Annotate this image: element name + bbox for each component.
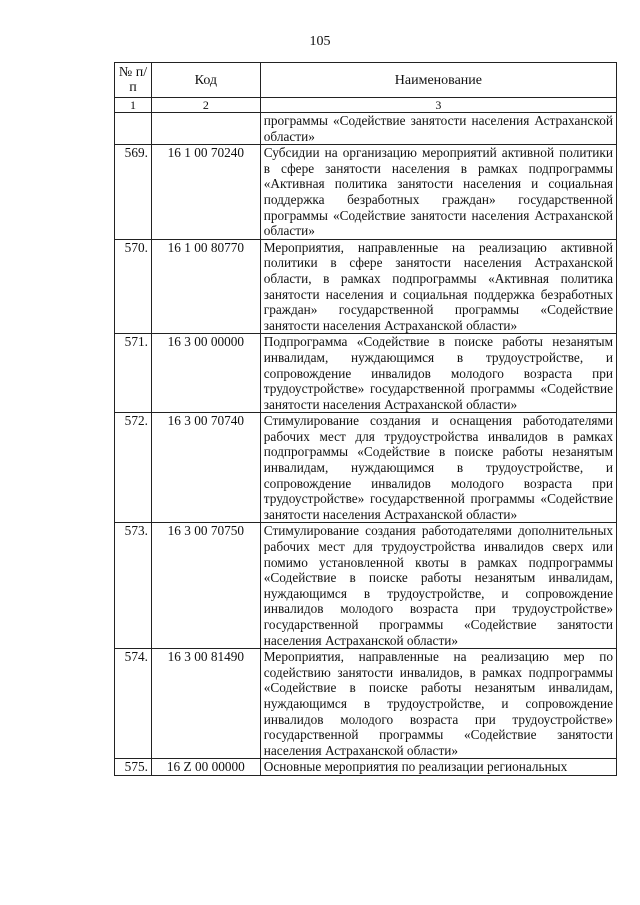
row-code [151, 113, 260, 145]
row-name: программы «Содействие занятости населения Астраханской области» [260, 113, 616, 145]
row-number: 569. [115, 145, 152, 240]
header-number: № п/п [115, 63, 152, 98]
row-name: Подпрограмма «Содействие в поиске работы незанятым инвалидам, нуждающимся в трудоустройстве, и сопровождение инвалидов молодого возраста при трудоустройстве» государственной программы «Содействие занятости населения Астраханской области» [260, 334, 616, 413]
column-number-2: 2 [151, 98, 260, 113]
row-code: 16 1 00 80770 [151, 239, 260, 334]
budget-code-table [114, 62, 617, 776]
row-number: 574. [115, 649, 152, 759]
table-row [115, 145, 617, 240]
header-code: Код [151, 63, 260, 98]
row-number: 575. [115, 759, 152, 776]
page-number: 105 [309, 34, 331, 49]
row-number: 570. [115, 239, 152, 334]
header-name: Наименование [260, 63, 616, 98]
row-name: Стимулирование создания и оснащения работодателями рабочих мест для трудоустройства инвалидов в рамках подпрограммы «Содействие в поиске работы незанятым инвалидам, нуждающимся в трудоустройстве, и сопровождение инвалидов молодого возраста при трудоустройстве» государственной программы «Содействие занятости населения Астраханской области» [260, 413, 616, 523]
row-name: Мероприятия, направленные на реализацию активной политики в сфере занятости населения Астраханской области, в рамках подпрограммы «Активная политика занятости населения и социальная поддержка безработных граждан» государственной программы «Содействие занятости населения Астраханской области» [260, 239, 616, 334]
row-code: 16 3 00 81490 [151, 649, 260, 759]
table-row [115, 239, 617, 334]
row-number [115, 113, 152, 145]
row-name: Стимулирование создания работодателями дополнительных рабочих мест для трудоустройства инвалидов сверх или помимо установленной квоты в рамках подпрограммы «Содействие в поиске работы незанятым инвалидам, нуждающимся в трудоустройстве, и сопровождение инвалидов молодого возраста при трудоустройстве» государственной программы «Содействие занятости населения Астраханской области» [260, 523, 616, 649]
row-code: 16 3 00 70750 [151, 523, 260, 649]
table-row [115, 113, 617, 145]
row-number: 573. [115, 523, 152, 649]
row-name-text: Основные мероприятия по реализации региональных [263, 759, 568, 775]
table-row [115, 334, 617, 413]
row-code: 16 3 00 00000 [151, 334, 260, 413]
table-row [115, 759, 617, 776]
row-name: Субсидии на организацию мероприятий активной политики в сфере занятости населения в рамках подпрограммы «Активная политика занятости населения и социальная поддержка безработных граждан» государственной программы «Содействие занятости населения Астраханской области» [260, 145, 616, 240]
column-number-1: 1 [115, 98, 152, 113]
table-row [115, 649, 617, 759]
row-code: 16 Z 00 00000 [151, 759, 260, 776]
row-code: 16 3 00 70740 [151, 413, 260, 523]
row-number: 571. [115, 334, 152, 413]
table-row [115, 523, 617, 649]
column-number-3: 3 [260, 98, 616, 113]
row-code: 16 1 00 70240 [151, 145, 260, 240]
row-name [260, 759, 616, 776]
column-number-row [115, 98, 617, 113]
table-row [115, 413, 617, 523]
table-header-row [115, 63, 617, 98]
row-name: Мероприятия, направленные на реализацию мер по содействию занятости инвалидов, в рамках подпрограммы «Содействие в поиске работы незанятым инвалидам, нуждающимся в трудоустройстве, и сопровождение инвалидов молодого возраста при трудоустройстве» государственной программы «Содействие занятости населения Астраханской области» [260, 649, 616, 759]
row-number: 572. [115, 413, 152, 523]
